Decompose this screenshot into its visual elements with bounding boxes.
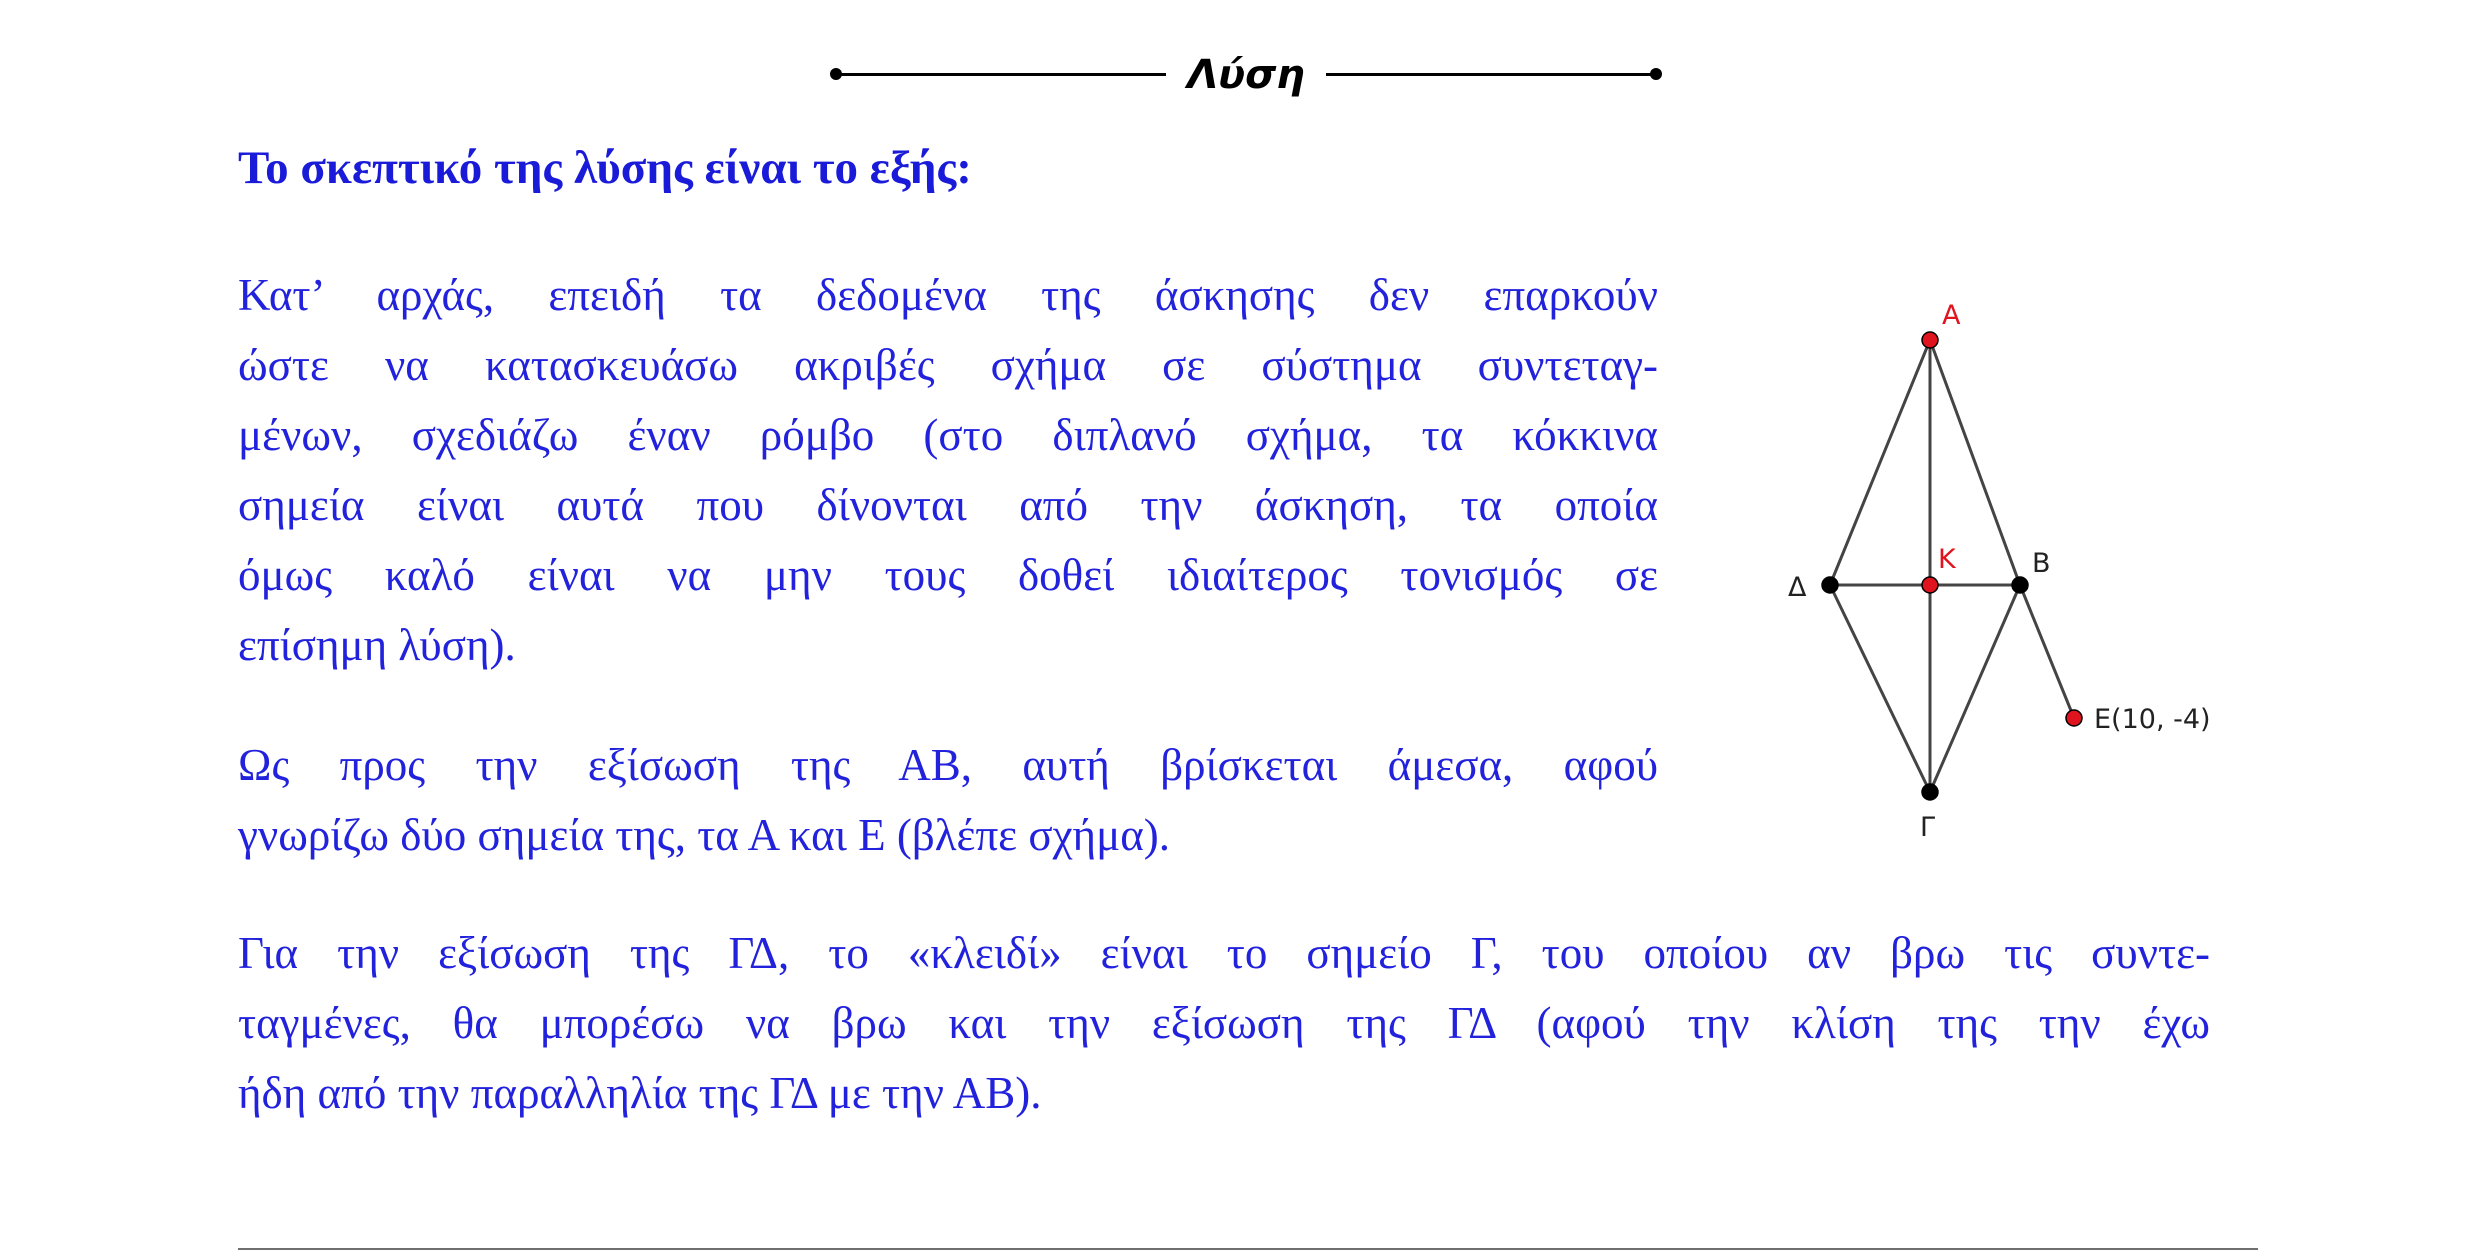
label-b: B <box>2032 548 2051 579</box>
point-g <box>1922 784 1938 800</box>
segment-dg <box>1830 585 1930 792</box>
paragraph-equation-ab <box>238 730 1658 870</box>
header-right-line <box>1326 73 1656 76</box>
reasoning-heading: Το σκεπτικό της λύσης είναι το εξής: <box>238 142 972 194</box>
text-line: ήδη από την παραλληλία της ΓΔ με την ΑΒ). <box>238 1068 1042 1118</box>
header-right-dot <box>1650 68 1662 80</box>
header-left-line <box>836 73 1166 76</box>
text-line: Ως προς την εξίσωση της ΑΒ, αυτή βρίσκεται άμεσα, αφού <box>238 740 1658 790</box>
segment-bg <box>1930 585 2020 792</box>
point-d <box>1822 577 1838 593</box>
label-e: E(10, -4) <box>2094 704 2211 735</box>
text-line: ταγμένες, θα μπορέσω να βρω και την εξίσωση της ΓΔ (αφού την κλίση της την έχω <box>238 998 2210 1048</box>
text-line: επίσημη λύση). <box>238 620 516 670</box>
text-line: ώστε να κατασκευάσω ακριβές σχήμα σε σύστημα συντεταγ- <box>238 340 1658 390</box>
label-k: K <box>1938 544 1956 575</box>
solution-title: Λύση <box>1187 52 1305 98</box>
text-line: μένων, σχεδιάζω έναν ρόμβο (στο διπλανό σχήμα, τα κόκκινα <box>238 410 1658 460</box>
text-line: σημεία είναι αυτά που δίνονται από την άσκηση, τα οποία <box>238 480 1658 530</box>
paragraph-construction <box>238 260 1658 680</box>
segment-ad <box>1830 340 1930 585</box>
point-a <box>1922 332 1938 348</box>
point-b <box>2012 577 2028 593</box>
point-e <box>2066 710 2082 726</box>
label-d: Δ <box>1788 572 1807 603</box>
rhombus-figure <box>1760 280 2280 870</box>
label-g: Γ <box>1920 812 1936 843</box>
solution-header <box>830 40 1662 110</box>
text-line: γνωρίζω δύο σημεία της, τα Α και Ε (βλέπε σχήμα). <box>238 810 1171 860</box>
paragraph-equation-gd <box>238 918 2210 1128</box>
text-line: Κατ’ αρχάς, επειδή τα δεδομένα της άσκησης δεν επαρκούν <box>238 270 1658 320</box>
segment-be <box>2020 585 2074 718</box>
bottom-rule <box>238 1248 2258 1250</box>
point-k <box>1922 577 1938 593</box>
text-line: όμως καλό είναι να μην τους δοθεί ιδιαίτερος τονισμός σε <box>238 550 1658 600</box>
text-line: Για την εξίσωση της ΓΔ, το «κλειδί» είναι το σημείο Γ, του οποίου αν βρω τις συντε- <box>238 928 2210 978</box>
label-a: A <box>1942 300 1961 331</box>
